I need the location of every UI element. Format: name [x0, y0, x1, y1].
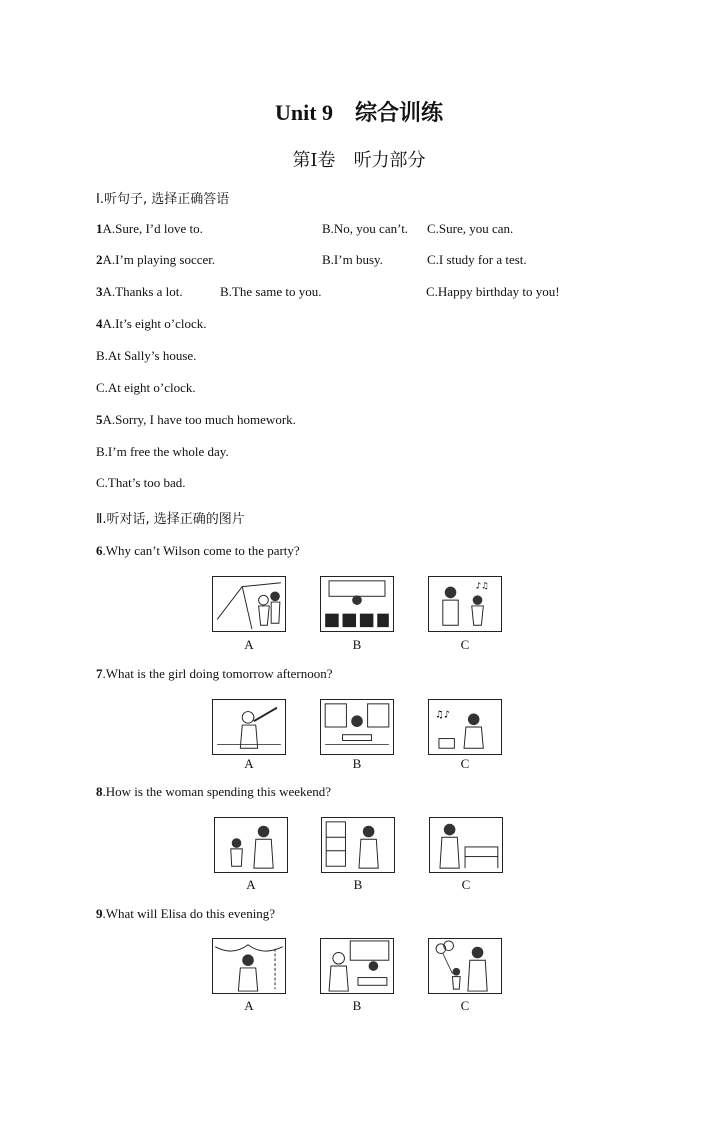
doctor-visit-illustration — [321, 939, 393, 993]
balloons-illustration — [429, 939, 501, 993]
part-name: 听力部分 — [353, 150, 426, 171]
classroom-test-illustration — [321, 577, 393, 631]
question-5 — [96, 412, 296, 428]
picture-6b[interactable] — [320, 576, 394, 632]
question-6 — [96, 543, 300, 559]
picture-label: C — [460, 998, 470, 1013]
question-4 — [96, 316, 206, 332]
svg-text:♪♫: ♪♫ — [475, 581, 489, 592]
option-a: A.Thanks a lot. — [102, 284, 183, 299]
unit-title: 综合训练 — [355, 100, 444, 125]
page-title — [0, 96, 718, 127]
question-3 — [96, 284, 183, 300]
question-text: .What is the girl doing tomorrow afternoon? — [102, 666, 333, 681]
playing-volleyball-illustration — [213, 577, 285, 631]
option-c: C.That’s too bad. — [96, 475, 186, 490]
question-number: 6 — [96, 543, 103, 558]
question-1 — [96, 221, 203, 237]
picture-label: A — [246, 877, 256, 892]
hospital-visit-illustration — [430, 818, 502, 872]
picture-label: C — [460, 756, 470, 771]
option-c: C.Sure, you can. — [427, 221, 514, 236]
option-b: B.The same to you. — [220, 284, 322, 299]
option-a: A.It’s eight o’clock. — [102, 316, 207, 331]
picture-8a[interactable] — [214, 817, 288, 873]
question-2 — [96, 252, 215, 268]
picture-7b[interactable] — [320, 699, 394, 755]
question-number: 9 — [96, 906, 103, 921]
question-text: .Why can’t Wilson come to the party? — [102, 543, 300, 558]
picture-label: B — [352, 756, 362, 771]
library-study-illustration — [321, 700, 393, 754]
question-number: 3 — [96, 284, 103, 299]
option-b: B.No, you can’t. — [322, 221, 409, 236]
picture-8b[interactable] — [321, 817, 395, 873]
picture-label: A — [244, 756, 254, 771]
picture-label: B — [352, 998, 362, 1013]
question-text: .How is the woman spending this weekend? — [102, 784, 332, 799]
section1-heading: Ⅰ.听句子, 选择正确答语 — [96, 192, 230, 207]
picture-9b[interactable] — [320, 938, 394, 994]
option-a: A.Sorry, I have too much homework. — [102, 412, 296, 427]
picture-6c[interactable] — [428, 576, 502, 632]
option-a: A.Sure, I’d love to. — [102, 221, 203, 236]
question-9 — [96, 906, 275, 922]
option-b: B.I’m free the whole day. — [96, 444, 229, 459]
part-label: 第Ⅰ卷 — [292, 150, 336, 171]
svg-text:♫♪: ♫♪ — [435, 709, 450, 721]
unit-label: Unit 9 — [274, 100, 334, 125]
visiting-friend-illustration — [215, 818, 287, 872]
picture-label: A — [244, 998, 254, 1013]
option-a: A.I’m playing soccer. — [102, 252, 216, 267]
part-title — [0, 146, 718, 172]
question-number: 4 — [96, 316, 103, 331]
picture-9c[interactable] — [428, 938, 502, 994]
question-number: 2 — [96, 252, 103, 267]
kitchen-illustration — [322, 818, 394, 872]
picture-6a[interactable] — [212, 576, 286, 632]
option-b: B.I’m busy. — [322, 252, 383, 267]
party-decorations-illustration — [213, 939, 285, 993]
question-text: .What will Elisa do this evening? — [102, 906, 276, 921]
picture-7c[interactable] — [428, 699, 502, 755]
section2-heading: Ⅱ.听对话, 选择正确的图片 — [96, 512, 245, 527]
question-7 — [96, 666, 332, 682]
question-number: 8 — [96, 784, 103, 799]
playing-baseball-illustration — [213, 700, 285, 754]
picture-label: B — [353, 877, 363, 892]
piano-practice-illustration — [429, 700, 501, 754]
question-number: 7 — [96, 666, 103, 681]
question-8 — [96, 784, 331, 800]
music-lesson-illustration — [429, 577, 501, 631]
picture-label: B — [352, 637, 362, 652]
picture-label: A — [244, 637, 254, 652]
picture-label: C — [461, 877, 471, 892]
picture-9a[interactable] — [212, 938, 286, 994]
option-c: C.Happy birthday to you! — [426, 284, 560, 299]
option-b: B.At Sally’s house. — [96, 348, 197, 363]
picture-8c[interactable] — [429, 817, 503, 873]
question-number: 1 — [96, 221, 103, 236]
picture-7a[interactable] — [212, 699, 286, 755]
option-c: C.At eight o’clock. — [96, 380, 196, 395]
option-c: C.I study for a test. — [427, 252, 527, 267]
question-number: 5 — [96, 412, 103, 427]
picture-label: C — [460, 637, 470, 652]
